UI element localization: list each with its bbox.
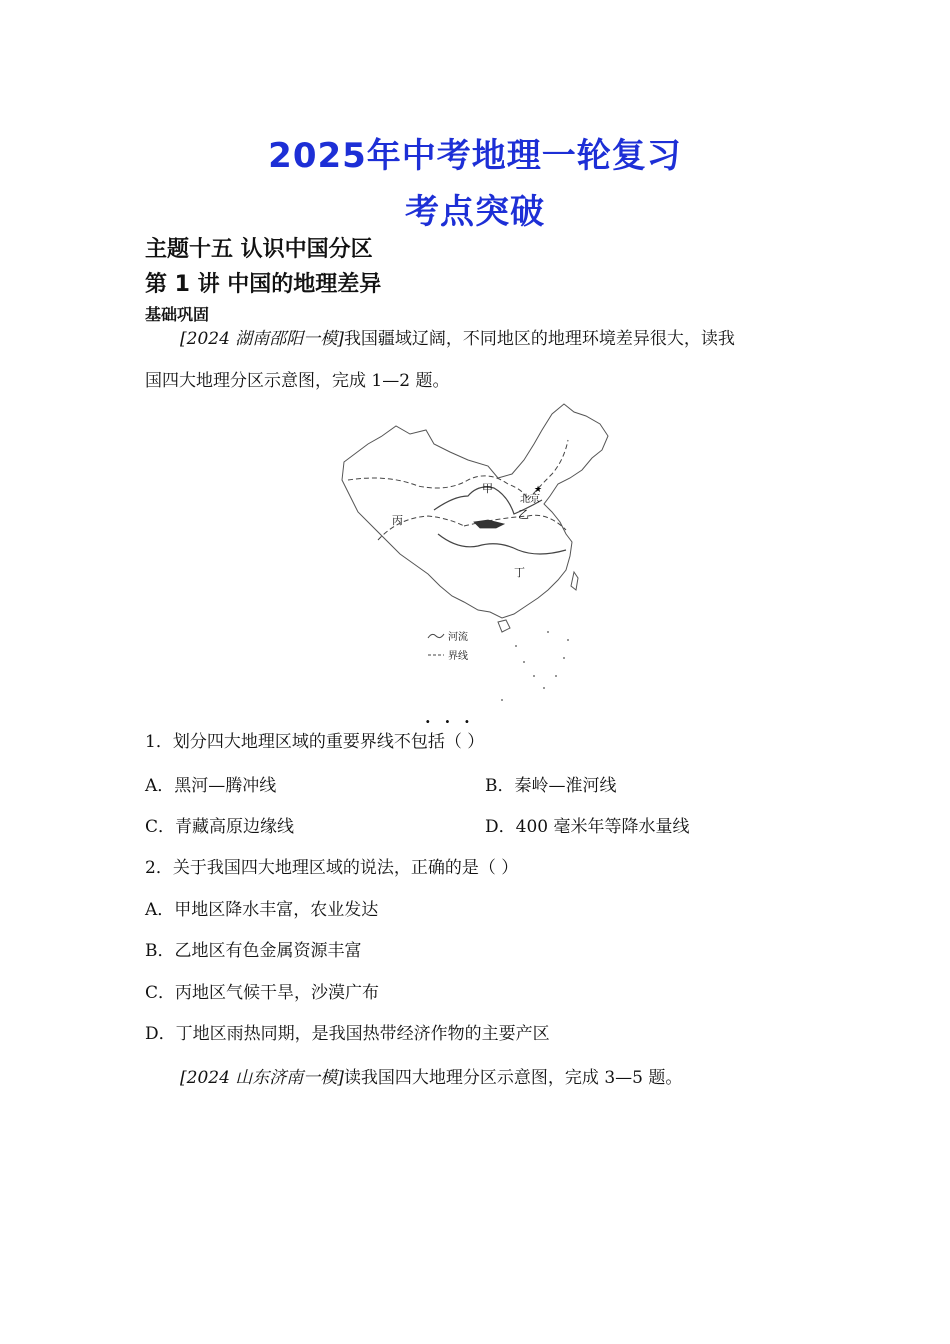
legend-river-icon <box>428 634 444 638</box>
subsection-heading: 基础巩固 <box>145 305 210 324</box>
boundary-line-north-west <box>348 476 528 500</box>
qinling-mountains <box>474 520 504 528</box>
topic-heading: 主题十五 认识中国分区 <box>145 237 373 262</box>
map-label-beijing: 北京 <box>520 494 540 505</box>
taiwan-island <box>571 572 578 590</box>
q1-stem-pre: 1．划分四大地理区域的重要界线 <box>145 732 394 752</box>
q1-emphasis-dots: ··· <box>425 712 484 731</box>
legend-boundary-label: 界线 <box>448 651 468 662</box>
q2-option-d: D．丁地区雨热同期，是我国热带经济作物的主要产区 <box>145 1024 550 1044</box>
intro2-text: 读我国四大地理分区示意图，完成 3—5 题。 <box>343 1068 683 1088</box>
beijing-star-icon: ★ <box>534 485 543 495</box>
map-label-ding: 丁 <box>514 566 525 579</box>
lecture-heading: 第 1 讲 中国的地理差异 <box>145 272 382 297</box>
q1-stem-emphasis: 不包括 <box>393 732 445 752</box>
legend-river-label: 河流 <box>448 632 468 643</box>
intro2-source: [2024 山东济南一模] <box>180 1068 344 1088</box>
q1-option-d: D．400 毫米年等降水量线 <box>485 817 690 837</box>
china-regions-map <box>338 400 620 712</box>
intro1-line2: 国四大地理分区示意图，完成 1—2 题。 <box>145 371 450 391</box>
q1-option-c: C．青藏高原边缘线 <box>145 817 295 837</box>
boundary-line-qinghai-tibet <box>378 516 464 540</box>
intro1-source: [2024 湖南邵阳一模] <box>180 329 344 349</box>
q2-option-b: B．乙地区有色金属资源丰富 <box>145 941 362 961</box>
south-sea-islands <box>501 631 569 701</box>
q1-stem <box>145 732 484 752</box>
intro1-text-line1: 我国疆域辽阔，不同地区的地理环境差异很大，读我 <box>343 329 735 349</box>
document-subtitle: 考点突破 <box>405 192 545 232</box>
q1-stem-post: （ ） <box>444 732 485 752</box>
intro2-line <box>180 1068 682 1088</box>
hainan-island <box>498 620 510 632</box>
q2-option-a: A．甲地区降水丰富，农业发达 <box>145 900 379 920</box>
document-title: 2025年中考地理一轮复习 <box>268 136 682 176</box>
q1-option-a: A．黑河—腾冲线 <box>145 776 277 796</box>
intro1-line1 <box>180 329 735 349</box>
map-label-jia: 甲 <box>482 482 493 495</box>
q1-option-b: B．秦岭—淮河线 <box>485 776 617 796</box>
china-outline <box>342 404 608 618</box>
map-label-yi: 乙 <box>518 508 529 521</box>
yangtze-river <box>438 534 566 554</box>
q2-option-c: C．丙地区气候干旱，沙漠广布 <box>145 983 380 1003</box>
q2-stem: 2．关于我国四大地理区域的说法，正确的是（ ） <box>145 858 519 878</box>
map-label-bing: 丙 <box>392 514 403 527</box>
